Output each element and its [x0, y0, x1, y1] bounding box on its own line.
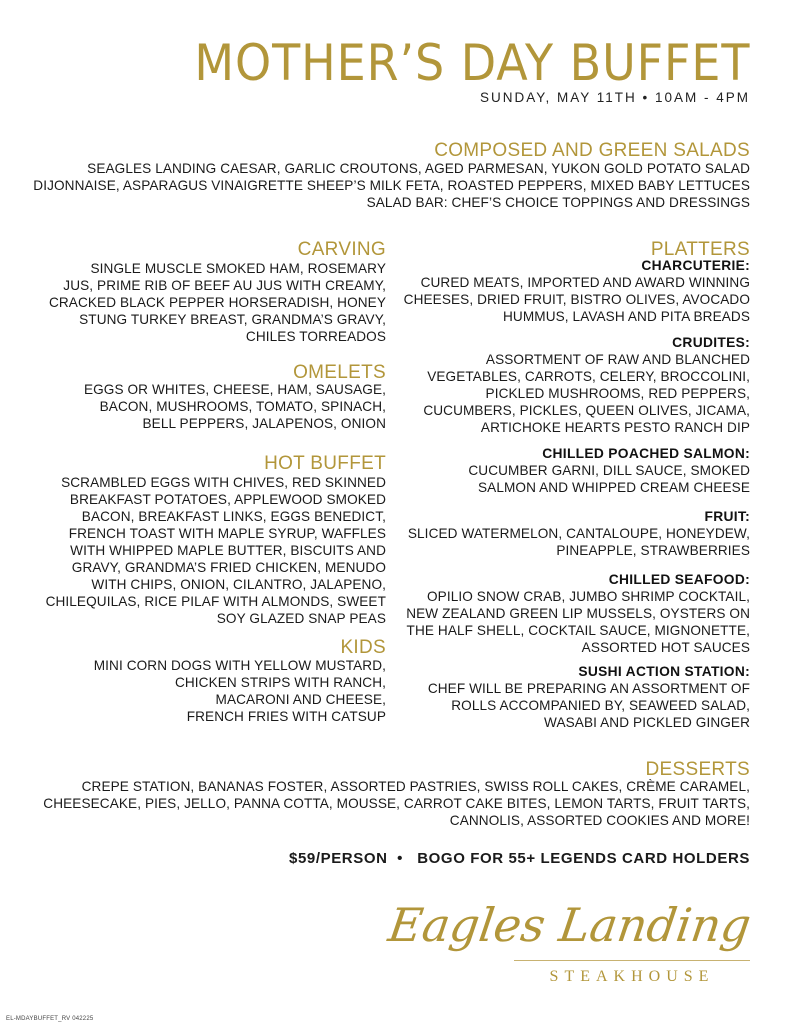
hot-buffet-description [46, 474, 386, 627]
pricing-line: $59/PERSON • BOGO FOR 55+ LEGENDS CARD HOLDERS [289, 850, 750, 867]
kids-description [94, 657, 386, 725]
carving-heading: CARVING [297, 239, 386, 260]
crudites-description [423, 351, 750, 436]
salads-description [33, 160, 750, 211]
platters-heading: PLATTERS [650, 239, 750, 260]
carving-line: JUS, PRIME RIB OF BEEF AU JUS WITH CREAMY, [63, 278, 386, 293]
omelets-line: EGGS OR WHITES, CHEESE, HAM, SAUSAGE, [83, 382, 386, 397]
crudites-heading: CRUDITES: [672, 335, 750, 350]
charcuterie-heading: CHARCUTERIE: [641, 258, 750, 273]
fruit-line: PINEAPPLE, STRAWBERRIES [556, 543, 750, 558]
charcuterie-line: HUMMUS, LAVASH AND PITA BREADS [503, 309, 750, 324]
carving-description [49, 260, 386, 345]
sushi-heading: SUSHI ACTION STATION: [578, 664, 750, 679]
omelets-description [84, 381, 386, 432]
salads-heading: COMPOSED AND GREEN SALADS [434, 140, 750, 161]
hot-buffet-line: BACON, BREAKFAST LINKS, EGGS BENEDICT, [81, 509, 386, 524]
desserts-line: CREPE STATION, BANANAS FOSTER, ASSORTED PASTRIES, SWISS ROLL CAKES, CRÈME CARAMEL, [81, 779, 750, 794]
salmon-heading: CHILLED POACHED SALMON: [542, 446, 750, 461]
crudites-line: CUCUMBERS, PICKLES, QUEEN OLIVES, JICAMA, [423, 403, 750, 418]
salads-line: SEAGLES LANDING CAESAR, GARLIC CROUTONS, AGED PARMESAN, YUKON GOLD POTATO SALAD [87, 161, 750, 176]
salmon-line: SALMON AND WHIPPED CREAM CHEESE [477, 480, 750, 495]
hot-buffet-heading: HOT BUFFET [264, 453, 386, 474]
seafood-description [406, 588, 750, 656]
seafood-line: THE HALF SHELL, COCKTAIL SAUCE, MIGNONETTE, [406, 623, 750, 638]
carving-line: STUNG TURKEY BREAST, GRANDMA’S GRAVY, [79, 312, 386, 327]
omelets-heading: OMELETS [293, 362, 386, 383]
hot-buffet-line: SOY GLAZED SNAP PEAS [216, 611, 386, 626]
sushi-line: ROLLS ACCOMPANIED BY, SEAWEED SALAD, [451, 698, 750, 713]
charcuterie-line: CURED MEATS, IMPORTED AND AWARD WINNING [420, 275, 750, 290]
fruit-heading: FRUIT: [704, 509, 750, 524]
desserts-heading: DESSERTS [645, 759, 750, 780]
salads-line: SALAD BAR: CHEF’S CHOICE TOPPINGS AND DRESSINGS [366, 195, 750, 210]
page-title: MOTHER’S DAY BUFFET [193, 34, 750, 92]
seafood-line: ASSORTED HOT SAUCES [581, 640, 750, 655]
hot-buffet-line: BREAKFAST POTATOES, APPLEWOOD SMOKED [69, 492, 386, 507]
crudites-line: VEGETABLES, CARROTS, CELERY, BROCCOLINI, [427, 369, 750, 384]
crudites-line: ARTICHOKE HEARTS PESTO RANCH DIP [480, 420, 750, 435]
carving-line: CRACKED BLACK PEPPER HORSERADISH, HONEY [48, 295, 386, 310]
crudites-line: ASSORTMENT OF RAW AND BLANCHED [485, 352, 750, 367]
hot-buffet-line: SCRAMBLED EGGS WITH CHIVES, RED SKINNED [61, 475, 386, 490]
seafood-line: NEW ZEALAND GREEN LIP MUSSELS, OYSTERS ON [406, 606, 750, 621]
desserts-line: CANNOLIS, ASSORTED COOKIES AND MORE! [449, 813, 750, 828]
kids-line: FRENCH FRIES WITH CATSUP [186, 709, 386, 724]
steakhouse-logo-text: STEAKHOUSE [549, 968, 715, 985]
sushi-description [428, 680, 750, 731]
hot-buffet-line: WITH WHIPPED MAPLE BUTTER, BISCUITS AND [70, 543, 386, 558]
kids-line: CHICKEN STRIPS WITH RANCH, [174, 675, 386, 690]
fruit-description [408, 525, 750, 559]
hot-buffet-line: FRENCH TOAST WITH MAPLE SYRUP, WAFFLES [68, 526, 386, 541]
charcuterie-description [404, 274, 750, 325]
kids-heading: KIDS [340, 637, 386, 658]
seafood-heading: CHILLED SEAFOOD: [608, 572, 750, 587]
carving-line: SINGLE MUSCLE SMOKED HAM, ROSEMARY [90, 261, 386, 276]
desserts-line: CHEESECAKE, PIES, JELLO, PANNA COTTA, MOUSSE, CARROT CAKE BITES, LEMON TARTS, FRUIT TARTS, [43, 796, 750, 811]
desserts-description [43, 778, 750, 829]
event-date-time: SUNDAY, MAY 11TH • 10AM - 4PM [479, 90, 750, 105]
sushi-line: CHEF WILL BE PREPARING AN ASSORTMENT OF [427, 681, 750, 696]
omelets-line: BACON, MUSHROOMS, TOMATO, SPINACH, [99, 399, 386, 414]
salmon-line: CUCUMBER GARNI, DILL SAUCE, SMOKED [468, 463, 750, 478]
salads-line: DIJONNAISE, ASPARAGUS VINAIGRETTE SHEEP’S MILK FETA, ROASTED PEPPERS, MIXED BABY LETTUCES [33, 178, 750, 193]
kids-line: MACARONI AND CHEESE, [215, 692, 386, 707]
kids-line: MINI CORN DOGS WITH YELLOW MUSTARD, [93, 658, 386, 673]
salmon-description [468, 462, 750, 496]
document-code: EL-MDAYBUFFET_RV 042225 [6, 1016, 94, 1022]
crudites-line: PICKLED MUSHROOMS, RED PEPPERS, [485, 386, 750, 401]
sushi-line: WASABI AND PICKLED GINGER [544, 715, 750, 730]
hot-buffet-line: CHILEQUILAS, RICE PILAF WITH ALMONDS, SWEET [45, 594, 386, 609]
charcuterie-line: CHEESES, DRIED FRUIT, BISTRO OLIVES, AVOCADO [403, 292, 750, 307]
carving-line: CHILES TORREADOS [245, 329, 386, 344]
seafood-line: OPILIO SNOW CRAB, JUMBO SHRIMP COCKTAIL, [427, 589, 750, 604]
logo-divider [514, 960, 750, 961]
omelets-line: BELL PEPPERS, JALAPENOS, ONION [142, 416, 386, 431]
fruit-line: SLICED WATERMELON, CANTALOUPE, HONEYDEW, [407, 526, 750, 541]
hot-buffet-line: WITH CHIPS, ONION, CILANTRO, JALAPENO, [91, 577, 386, 592]
eagles-landing-logo: Eagles Landing [384, 898, 754, 952]
hot-buffet-line: GRAVY, GRANDMA’S FRIED CHICKEN, MENUDO [71, 560, 386, 575]
